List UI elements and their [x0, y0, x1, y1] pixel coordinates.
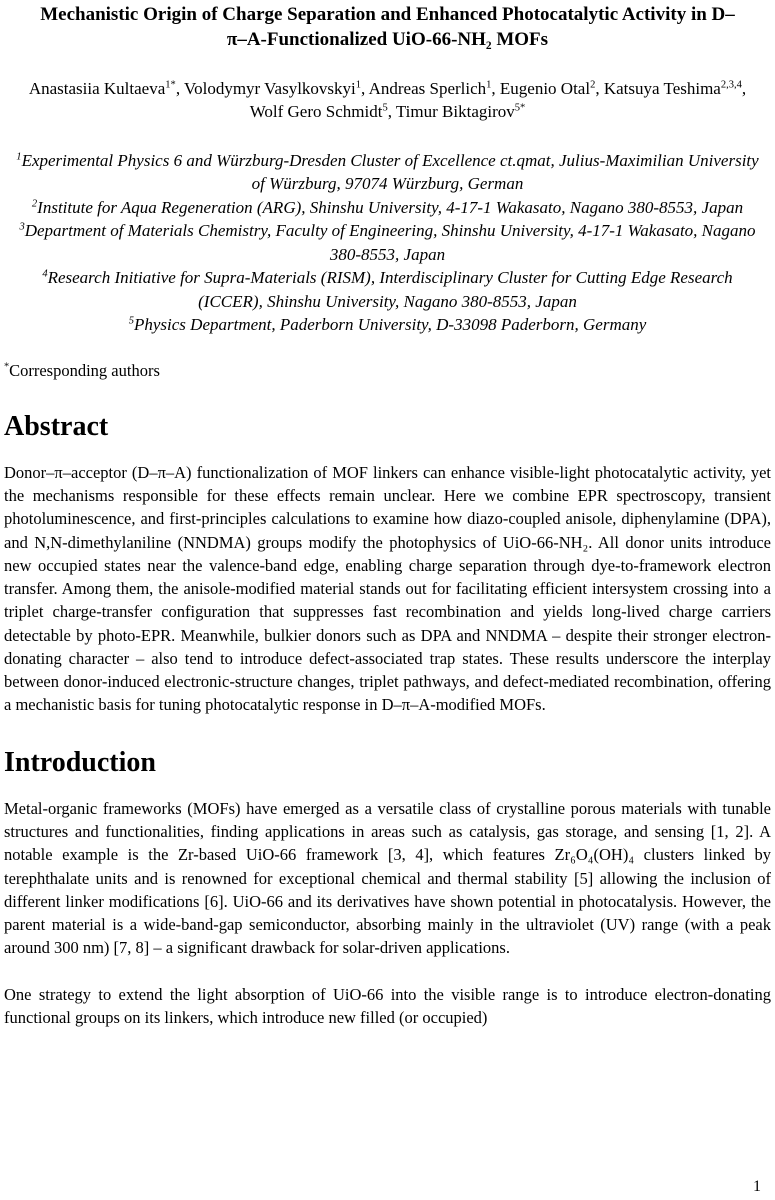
author-list: Anastasiia Kultaeva$^{1*}$, Volodymyr Vasylkovskyi$^1$, Andreas Sperlich$^1$, Eugenio Otal$^2$, Katsuya Teshima$^{2,3,4}$, Wolf Gero Schmidt$^5$, Timur Biktagirov$^{5*}$ — [28, 79, 747, 122]
affiliation-superscript: 3 — [19, 221, 25, 233]
affiliation-superscript: 5 — [128, 315, 134, 327]
affiliation-text: Department of Materials Chemistry, Faculty of Engineering, Shinshu University, 4-17-1 Wakasato, Nagano 380-8553, Japan — [24, 221, 756, 264]
page-number: 1 — [753, 1178, 761, 1195]
introduction-heading: Introduction — [4, 746, 156, 778]
affiliation-superscript: 4 — [42, 268, 48, 280]
affiliation-superscript: 2 — [31, 198, 38, 210]
introduction-paragraph-2: One strategy to extend the light absorption of UiO-66 into the visible range is to introduce electron-donating functional groups on its linkers, which introduce new filled (or occupied) — [4, 984, 771, 1027]
affiliation-text: Physics Department, Paderborn University, D-33098 Paderborn, Germany — [133, 315, 647, 335]
corresponding-authors-note — [4, 361, 771, 381]
affiliation-text: Experimental Physics 6 and Würzburg-Dresden Cluster of Excellence ct.qmat, Julius-Maximilian University of Würzburg, 97074 Würzburg, German — [21, 151, 759, 194]
affiliation-item — [10, 313, 765, 336]
affiliation-list — [4, 149, 771, 337]
abstract-heading: Abstract — [4, 410, 109, 442]
affiliation-superscript: 1 — [16, 151, 22, 163]
corresponding-text: Corresponding authors — [9, 360, 160, 380]
affiliation-item — [10, 196, 765, 219]
abstract-paragraph: Donor–π–acceptor (D–π–A) functionalization of MOF linkers can enhance visible-light photocatalytic activity, yet the mechanisms responsible for these effects remain unclear. Here we combine EPR spectroscopy, transient photoluminescence, and first-principles calculations to examine how diazo-coupled anisole, diphenylamine (DPA), and N,N-dimethylaniline (NNDMA) groups modify the photophysics of UiO-66-NH₂. All donor units introduce new occupied states near the valence-band edge, enabling charge separation through dye-to-framework electron transfer. Among them, the anisole-modified material stands out for facilitating efficient intersystem crossing into a triplet charge-transfer configuration that suppresses fast recombination and yields long-lived charge carriers detectable by photo-EPR. Meanwhile, bulkier donors such as DPA and NNDMA – despite their stronger electron-donating character – also tend to introduce defect-associated trap states. These results underscore the interplay between donor-induced electronic-structure changes, triplet pathways, and defect-mediated recombination, offering a mechanistic basis for tuning photocatalytic response in D–π–A-modified MOFs. — [4, 462, 771, 715]
affiliation-item — [10, 219, 765, 266]
affiliation-text: Institute for Aqua Regeneration (ARG), Shinshu University, 4-17-1 Wakasato, Nagano 380-8553, Japan — [37, 197, 744, 217]
paper-title: Mechanistic Origin of Charge Separation and Enhanced Photocatalytic Activity in D–π–A-Functionalized UiO-66-NH₂ MOFs — [40, 4, 735, 51]
affiliation-item — [10, 149, 765, 196]
affiliation-text: Research Initiative for Supra-Materials (RISM), Interdisciplinary Cluster for Cutting Edge Research (ICCER), Shinshu University, Nagano 380-8553, Japan — [47, 268, 733, 311]
affiliation-item — [10, 266, 765, 313]
introduction-paragraph-1: Metal-organic frameworks (MOFs) have emerged as a versatile class of crystalline porous materials with tunable structures and functionalities, finding applications in areas such as catalysis, gas storage, and sensing [1, 2]. A notable example is the Zr-based UiO-66 framework [3, 4], which features Zr₆O₄(OH)₄ clusters linked by terephthalate units and is renowned for exceptional chemical and thermal stability [5] allowing the inclusion of different linker modifications [6]. UiO-66 and its derivatives have shown potential in photocatalysis. However, the parent material is a wide-band-gap semiconductor, absorbing mainly in the ultraviolet (UV) range (with a peak around 300 nm) [7, 8] – a significant drawback for solar-driven applications. — [4, 798, 771, 958]
corresponding-superscript: * — [4, 361, 10, 373]
